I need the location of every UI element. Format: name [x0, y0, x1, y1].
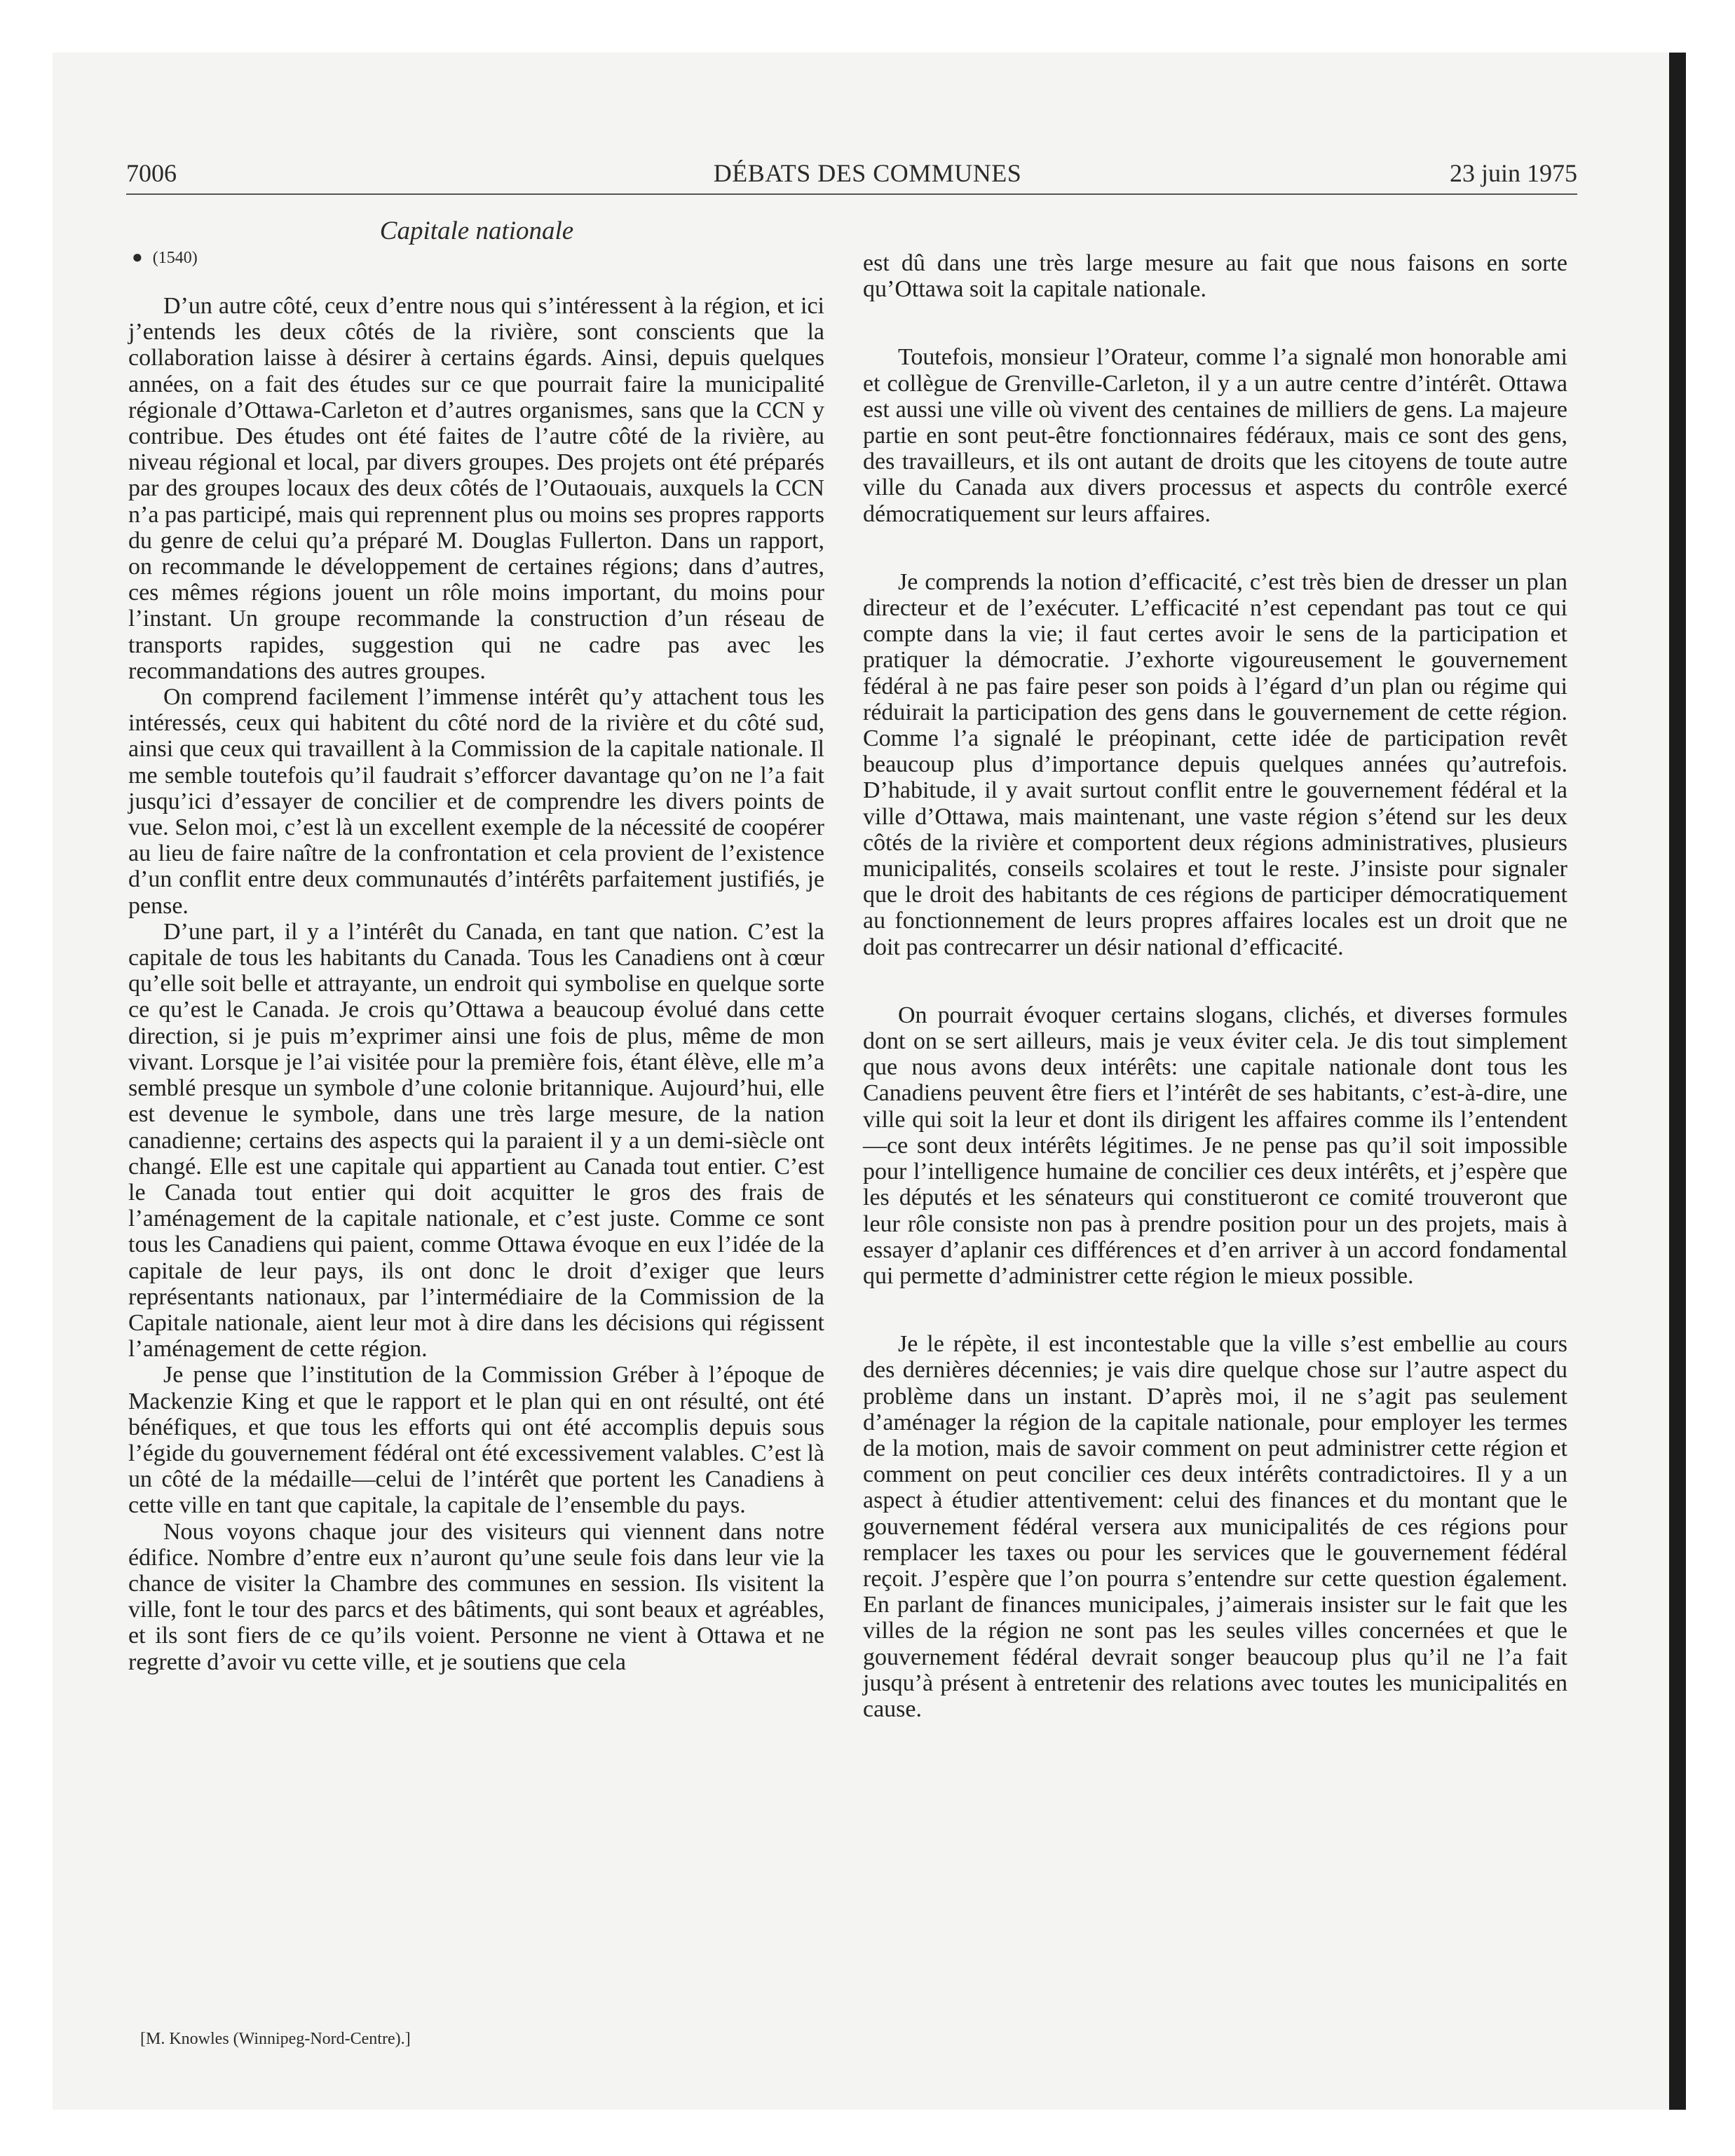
paragraph: D’une part, il y a l’intérêt du Canada, en tant que nation. C’est la capitale de tous les habitants du Canada. Tous les Canadiens ont à cœur qu’elle soit belle et attrayante, un endroit qui symbolise en quelque sorte ce qu’est le Canada. Je crois qu’Ottawa a beaucoup évolué dans cette direction, si je puis m’exprimer ainsi une fois de plus, même de mon vivant. Lorsque je l’ai visitée pour la première fois, étant élève, elle m’a semblé presque un symbole d’une colonie britannique. Aujourd’hui, elle est devenue le symbole, dans une très large mesure, de la nation canadienne; certains des aspects qui la paraient il y a un demi-siècle ont changé. Elle est une capitale qui appartient au Canada tout entier. C’est le Canada tout entier qui doit acquitter le gros des frais de l’aménagement de la capitale nationale, et c’est juste. Comme ce sont tous les Canadiens qui paient, comme Ottawa évoque en eux l’idée de la capitale de leur pays, ils ont donc le droit d’exiger que leurs représentants nationaux, par l’intermédiaire de la Commission de la Capitale nationale, aient leur mot à dire dans les décisions qui régissent l’aménagement de cette région. [128, 918, 824, 1363]
running-head: DÉBATS DES COMMUNES [713, 159, 1022, 187]
speaker-note: [M. Knowles (Winnipeg-Nord-Centre).] [140, 2030, 411, 2048]
section-title: Capitale nationale [379, 217, 574, 245]
header-rule [126, 193, 1577, 195]
right-column [863, 250, 1567, 1722]
paragraph: On comprend facilement l’immense intérêt qu’y attachent tous les intéressés, ceux qui habitent du côté nord de la rivière et du côté sud, ainsi que ceux qui travaillent à la Commission de la capitale nationale. Il me semble toutefois qu’il faudrait s’efforcer davantage qu’on ne l’a fait jusqu’ici d’essayer de concilier et de comprendre les divers points de vue. Selon moi, c’est là un excellent exemple de la nécessité de coopérer au lieu de faire naître de la confrontation et cela provient de l’existence d’un conflit entre deux communautés d’intérêts parfaitement justifiés, je pense. [128, 684, 824, 919]
paragraph: Toutefois, monsieur l’Orateur, comme l’a signalé mon honorable ami et collègue de Grenville-Carleton, il y a un autre centre d’intérêt. Ottawa est aussi une ville où vivent des centaines de milliers de gens. La majeure partie en sont peut-être fonctionnaires fédéraux, mais ce sont des gens, des travailleurs, et ils ont autant de droits que les citoyens de toute autre ville du Canada aux divers processus et aspects du contrôle exercé démocratiquement sur leurs affaires. [863, 344, 1567, 527]
paragraph: Je pense que l’institution de la Commission Gréber à l’époque de Mackenzie King et que le rapport et le plan qui en ont résulté, ont été bénéfiques, et que tous les efforts qui ont été accomplis depuis sous l’égide du gouvernement fédéral ont été excessivement valables. C’est là un côté de la médaille—celui de l’intérêt que portent les Canadiens à cette ville en tant que capitale, la capitale de l’ensemble du pays. [128, 1362, 824, 1519]
scan-edge-shadow [1669, 53, 1686, 2110]
page-number: 7006 [126, 159, 177, 187]
paragraph: Je le répète, il est incontestable que la ville s’est embellie au cours des dernières décennies; je vais dire quelque chose sur l’autre aspect du problème dans un instant. D’après moi, il ne s’agit pas seulement d’aménager la région de la capitale nationale, pour employer les termes de la motion, mais de savoir comment on peut administrer cette région et comment on peut concilier ces deux intérêts contradictoires. Il y a un aspect à étudier attentivement: celui des finances et du montant que le gouvernement fédéral versera aux municipalités de ces régions pour remplacer les taxes ou pour les services que le gouvernement fédéral reçoit. J’espère que l’on pourra s’entendre sur cette question également. En parlant de finances municipales, j’aimerais insister sur le fait que les villes de la région ne sont pas les seules villes concernées et que le gouvernement fédéral devrait songer beaucoup plus qu’il ne l’a fait jusqu’à présent à entretenir des relations avec toutes les municipalités en cause. [863, 1331, 1567, 1722]
paragraph: Nous voyons chaque jour des visiteurs qui viennent dans notre édifice. Nombre d’entre eux n’auront qu’une seule fois dans leur vie la chance de visiter la Chambre des communes en session. Ils visitent la ville, font le tour des parcs et des bâtiments, qui sont beaux et agréables, et ils sont fiers de ce qu’ils voient. Personne ne vient à Ottawa et ne regrette d’avoir vu cette ville, et je soutiens que cela [128, 1518, 824, 1675]
header-date: 23 juin 1975 [1449, 159, 1577, 187]
left-column [128, 293, 824, 1675]
time-marker-text: (1540) [152, 249, 198, 267]
paragraph: On pourrait évoquer certains slogans, clichés, et diverses formules dont on se sert ailleurs, mais je veux éviter cela. Je dis tout simplement que nous avons deux intérêts: une capitale nationale dont tous les Canadiens peuvent être fiers et l’intérêt de ses habitants, c’est-à-dire, une ville qui soit la leur et dont ils dirigent les affaires comme ils l’entendent—ce sont deux intérêts légitimes. Je ne pense pas qu’il soit impossible pour l’intelligence humaine de concilier ces deux intérêts, et j’espère que les députés et les sénateurs qui constitueront ce comité trouveront que leur rôle consiste non pas à prendre position pour un des projets, mais à essayer d’aplanir ces différences et d’en arriver à un accord fondamental qui permette d’administrer cette région le mieux possible. [863, 1002, 1567, 1289]
paragraph: est dû dans une très large mesure au fait que nous faisons en sorte qu’Ottawa soit la capitale nationale. [863, 250, 1567, 303]
bullet-icon: ● [132, 247, 143, 267]
paragraph: Je comprends la notion d’efficacité, c’est très bien de dresser un plan directeur et de l’exécuter. L’efficacité n’est cependant pas tout ce qui compte dans la vie; il faut certes avoir le sens de la participation et pratiquer la démocratie. J’exhorte vigoureusement le gouvernement fédéral à ne pas faire peser son poids à l’égard d’un plan ou régime qui réduirait la participation des gens dans le gouvernement de cette région. Comme l’a signalé le préopinant, cette idée de participation revêt beaucoup plus d’importance depuis quelques années qu’autrefois. D’habitude, il y avait surtout conflit entre le gouvernement fédéral et la ville d’Ottawa, mais maintenant, une vaste région s’étend sur les deux côtés de la rivière et comportent deux régions administratives, plusieurs municipalités, conseils scolaires et tout le reste. J’insiste pour signaler que le droit des habitants de ces régions de participer démocratiquement au fonctionnement de leurs propres affaires locales est un droit que ne doit pas contrecarrer un désir national d’efficacité. [863, 568, 1567, 960]
time-marker [132, 247, 198, 268]
paragraph: D’un autre côté, ceux d’entre nous qui s’intéressent à la région, et ici j’entends les deux côtés de la rivière, sont conscients que la collaboration laisse à désirer à certains égards. Ainsi, depuis quelques années, on a fait des études sur ce que pourrait faire la municipalité régionale d’Ottawa-Carleton et d’autres organismes, sans que la CCN y contribue. Des études ont été faites de l’autre côté de la rivière, au niveau régional et local, par divers groupes. Des projets ont été préparés par des groupes locaux des deux côtés de l’Outaouais, auxquels la CCN n’a pas participé, mais qui reprennent plus ou moins ses propres rapports du genre de celui qu’a préparé M. Douglas Fullerton. Dans un rapport, on recommande le développement de certaines régions; dans d’autres, ces mêmes régions jouent un rôle moins important, du moins pour l’instant. Un groupe recommande la construction d’un réseau de transports rapides, suggestion qui ne cadre pas avec les recommandations des autres groupes. [128, 293, 824, 684]
